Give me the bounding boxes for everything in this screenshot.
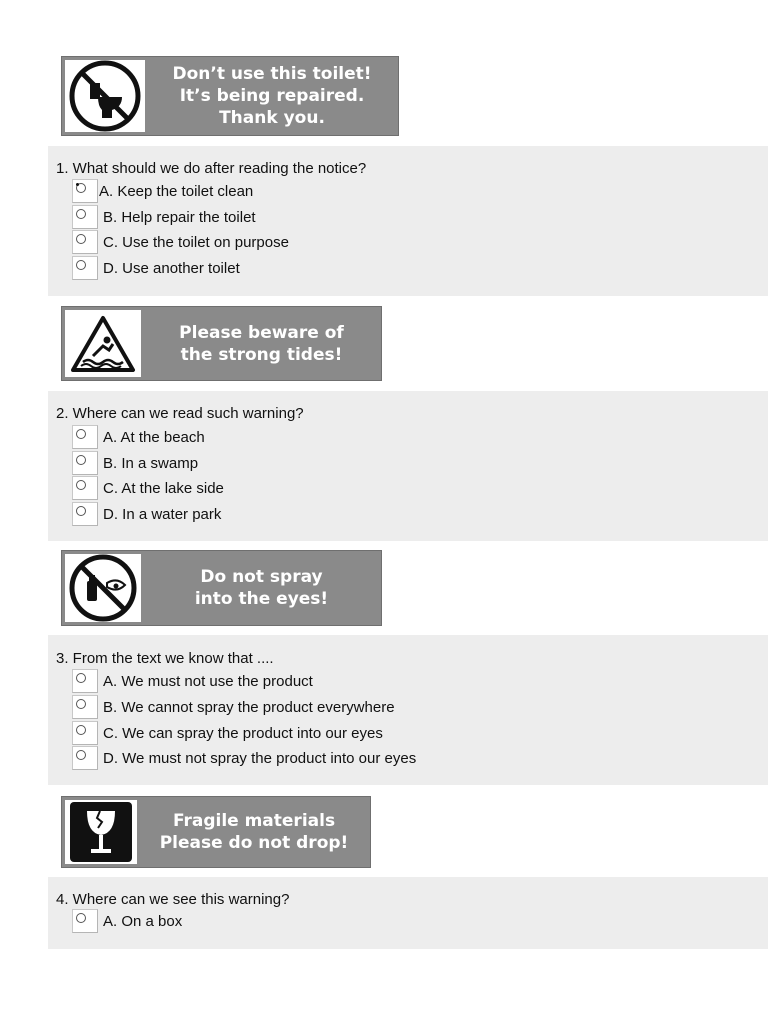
sign-line: Please beware of [179,322,344,343]
question-text: 1. What should we do after reading the notice? [56,160,367,177]
question-text: 2. Where can we read such warning? [56,405,304,422]
option-label: A. On a box [103,913,183,930]
no-spray-icon [65,554,141,622]
sign-line: Don’t use this toilet! [172,64,372,84]
question-block-2 [48,391,768,541]
option-label: C. We can spray the product into our eyes [103,725,383,742]
radio-button[interactable] [72,425,98,449]
option-label: B. We cannot spray the product everywhere [103,699,395,716]
radio-button[interactable] [72,179,98,203]
sign-line: Do not spray [200,567,323,587]
radio-button[interactable] [72,669,98,693]
radio-button[interactable] [72,502,98,526]
sign-line: Please do not drop! [159,833,349,853]
tide-warning-icon [65,310,141,377]
option-label: C. Use the toilet on purpose [103,234,289,251]
question-text: 4. Where can we see this warning? [56,891,290,908]
notice-sign-spray [61,550,382,626]
sign-line: into the eyes! [194,589,329,609]
sign-line: Thank you. [219,108,325,128]
sign-line: the strong tides! [180,344,343,365]
notice-sign-tides [61,306,382,381]
option-label: C. At the lake side [103,480,224,497]
sign-line: Fragile materials [172,811,336,831]
radio-button[interactable] [72,230,98,254]
question-text: 3. From the text we know that .... [56,650,274,667]
question-block-4 [48,877,768,949]
notice-sign-fragile [61,796,371,868]
no-toilet-icon [65,60,145,132]
question-block-3 [48,635,768,785]
radio-selected-dot [76,183,79,186]
question-block-1 [48,146,768,296]
radio-button[interactable] [72,746,98,770]
radio-button[interactable] [72,721,98,745]
radio-button[interactable] [72,695,98,719]
radio-button[interactable] [72,451,98,475]
option-label: D. Use another toilet [103,260,240,277]
radio-button[interactable] [72,476,98,500]
option-label: D. We must not spray the product into our eyes [103,750,417,767]
option-label: A. Keep the toilet clean [99,183,254,200]
option-label: A. At the beach [103,429,205,446]
radio-button[interactable] [72,256,98,280]
option-label: B. In a swamp [103,455,199,472]
option-label: D. In a water park [103,506,222,523]
option-label: A. We must not use the product [103,673,313,690]
fragile-glass-icon [65,800,137,864]
sign-line: It’s being repaired. [179,86,365,106]
option-label: B. Help repair the toilet [103,209,256,226]
radio-button[interactable] [72,909,98,933]
notice-sign-toilet [61,56,399,136]
radio-button[interactable] [72,205,98,229]
